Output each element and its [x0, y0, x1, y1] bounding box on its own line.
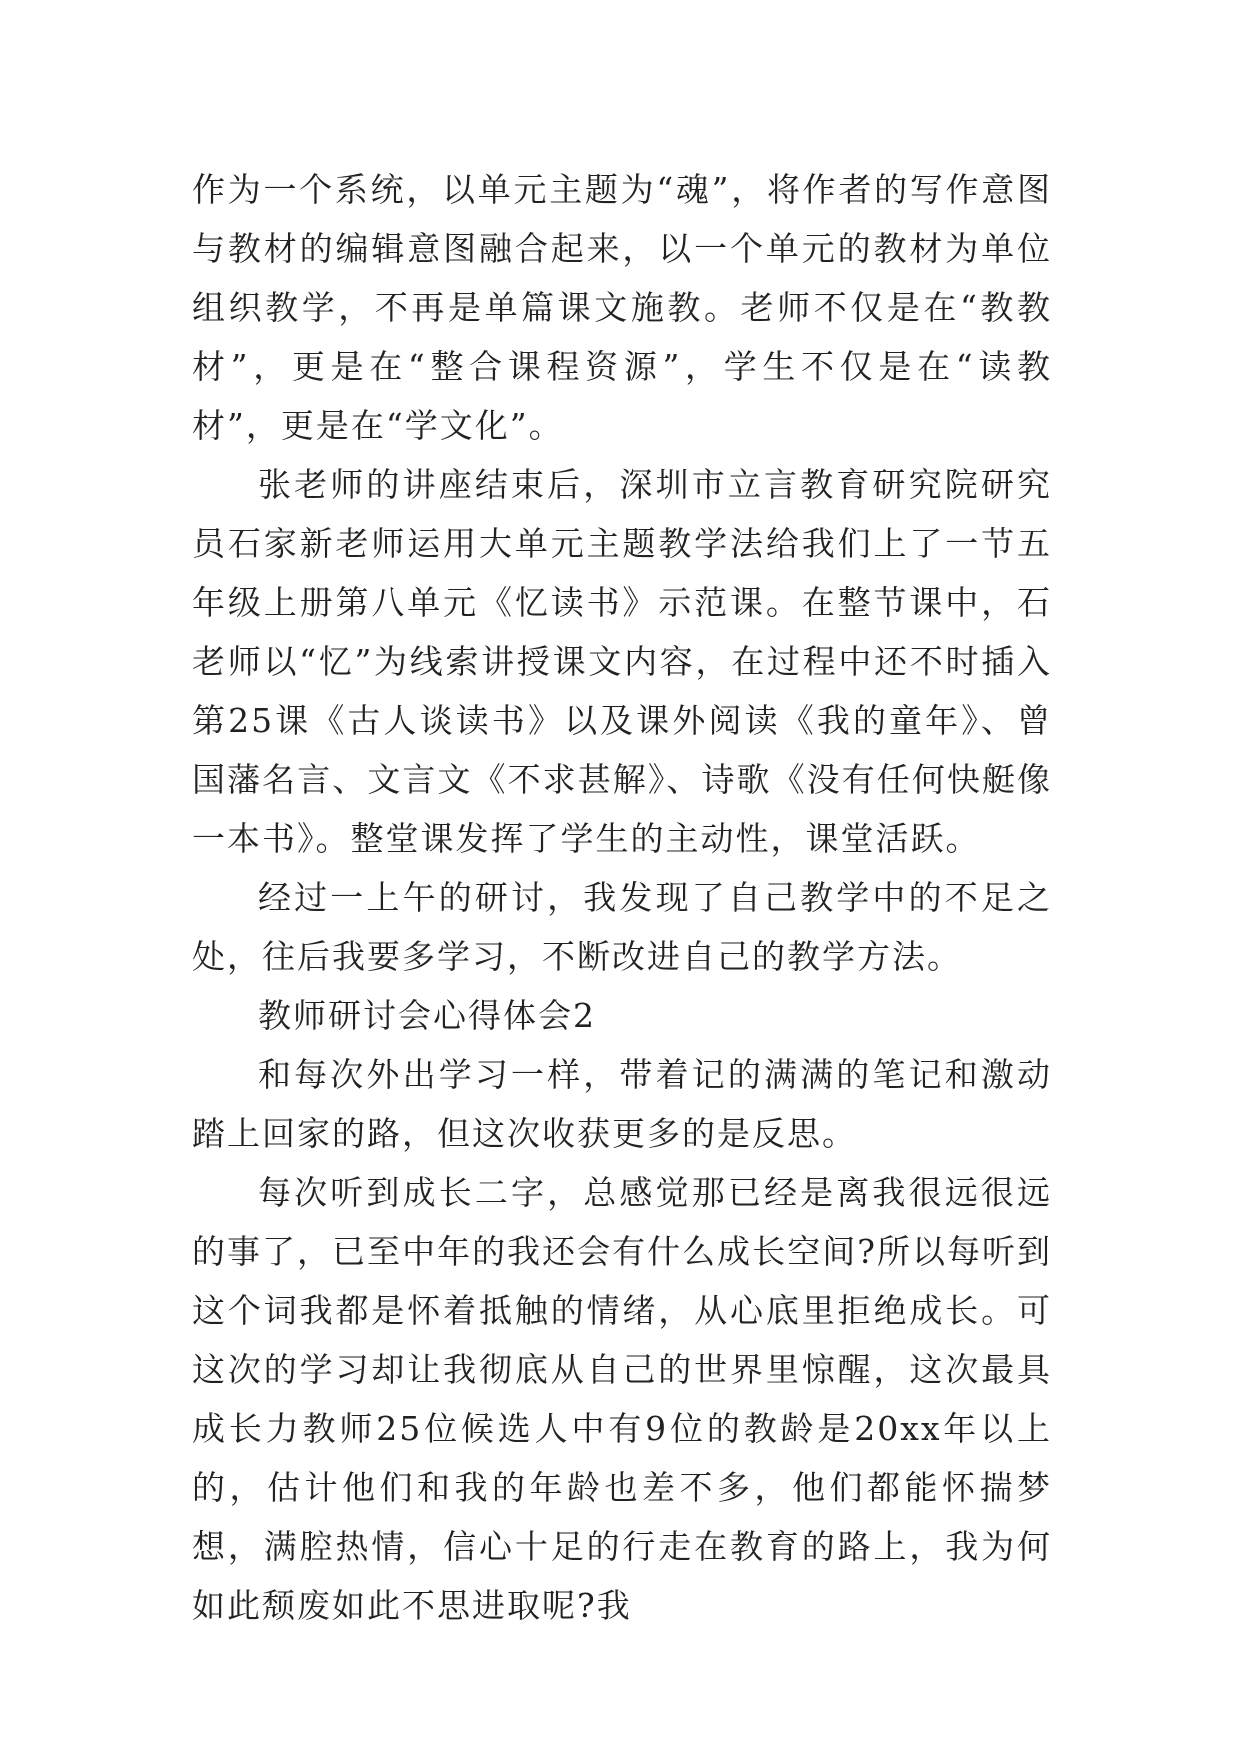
paragraph-growth: 每次听到成长二字，总感觉那已经是离我很远很远的事了，已至中年的我还会有什么成长空间?所以每听到这个词我都是怀着抵触的情绪，从心底里拒绝成长。可这次的学习却让我彻底从自己的世界里惊醒，这次最具成长力教师25位候选人中有9位的教龄是20xx年以上的，估计他们和我的年龄也差不多，他们都能怀揣梦想，满腔热情，信心十足的行走在教育的路上，我为何如此颓废如此不思进取呢?我: [192, 1173, 1052, 1625]
paragraph-reflection: 经过一上午的研讨，我发现了自己教学中的不足之处，往后我要多学习，不断改进自己的教学方法。: [192, 878, 1052, 976]
paragraph-lecture-demo: 张老师的讲座结束后，深圳市立言教育研究院研究员石家新老师运用大单元主题教学法给我们上了一节五年级上册第八单元《忆读书》示范课。在整节课中，石老师以“忆”为线索讲授课文内容，在过程中还不时插入第25课《古人谈读书》以及课外阅读《我的童年》、曾国藩名言、文言文《不求甚解》、诗歌《没有任何快艇像一本书》。整堂课发挥了学生的主动性，课堂活跃。: [192, 465, 1052, 858]
section-heading: 教师研讨会心得体会2: [258, 996, 596, 1035]
paragraph-continuation: 作为一个系统，以单元主题为“魂”，将作者的写作意图与教材的编辑意图融合起来，以一个单元的教材为单位组织教学，不再是单篇课文施教。老师不仅是在“教教材”，更是在“整合课程资源”，学生不仅是在“读教材”，更是在“学文化”。: [192, 170, 1052, 445]
document-body: [192, 160, 1052, 1635]
paragraph-return-home: 和每次外出学习一样，带着记的满满的笔记和激动踏上回家的路，但这次收获更多的是反思。: [192, 1055, 1052, 1153]
